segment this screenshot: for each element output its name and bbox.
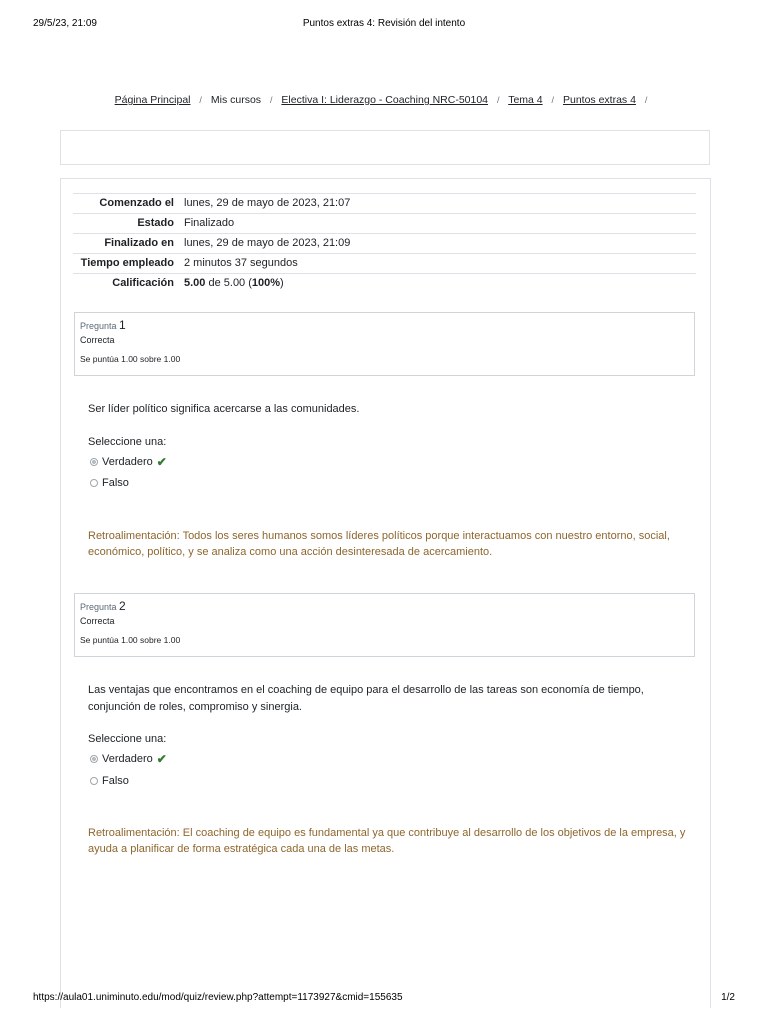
breadcrumb-separator: /: [551, 95, 555, 105]
question-feedback-1: Retroalimentación: Todos los seres humanos somos líderes políticos porque interactuamos con nuestro entorno, social, económico, político, y se analiza como una acción desinteresada de acercamiento.: [88, 530, 670, 558]
grade-score: 5.00: [184, 277, 206, 289]
breadcrumb-separator: /: [496, 95, 500, 105]
breadcrumb-separator: /: [644, 95, 648, 105]
answer-option-false[interactable]: [90, 775, 129, 787]
question-number: [80, 318, 689, 332]
radio-selected-icon[interactable]: [90, 755, 98, 763]
summary-value: lunes, 29 de mayo de 2023, 21:07: [180, 194, 696, 214]
print-footer: [0, 992, 768, 1006]
breadcrumb-my-courses: Mis cursos: [210, 94, 262, 106]
question-info-1: [74, 312, 695, 376]
breadcrumb-home[interactable]: Página Principal: [114, 94, 191, 106]
grade-rest: de 5.00 (: [205, 277, 252, 289]
breadcrumb: [0, 94, 768, 106]
print-page-title: Puntos extras 4: Revisión del intento: [302, 18, 466, 29]
summary-grade-value: [180, 274, 696, 294]
summary-value: 2 minutos 37 segundos: [180, 254, 696, 274]
question-number: [80, 599, 689, 613]
question-feedback-2: Retroalimentación: El coaching de equipo es fundamental ya que contribuye al desarrollo de los objetivos de la empresa, y ayuda a planificar de forma estratégica cada una de las metas.: [88, 827, 686, 855]
answer-option-label: Falso: [102, 477, 129, 489]
breadcrumb-separator: /: [199, 95, 202, 105]
summary-row-state: [73, 214, 696, 234]
summary-row-completed: [73, 234, 696, 254]
summary-row-started: [73, 194, 696, 214]
answer-option-label: Verdadero: [102, 456, 153, 468]
summary-label: Estado: [73, 214, 180, 234]
print-date: 29/5/23, 21:09: [33, 18, 97, 29]
print-page-number: 1/2: [721, 992, 735, 1003]
answer-option-true[interactable]: [90, 752, 167, 766]
summary-label: Calificación: [73, 274, 180, 294]
answer-option-label: Verdadero: [102, 753, 153, 765]
attempt-summary-table: [73, 193, 696, 293]
radio-icon[interactable]: [90, 479, 98, 487]
question-prefix: Pregunta: [80, 602, 117, 612]
summary-value: lunes, 29 de mayo de 2023, 21:09: [180, 234, 696, 254]
question-prefix: Pregunta: [80, 321, 117, 331]
summary-row-time-taken: [73, 254, 696, 274]
summary-label: Finalizado en: [73, 234, 180, 254]
print-url: https://aula01.uniminuto.edu/mod/quiz/review.php?attempt=1173927&cmid=155635: [33, 992, 403, 1003]
summary-value: Finalizado: [180, 214, 696, 234]
question-state: Correcta: [80, 335, 115, 345]
summary-row-grade: [73, 274, 696, 294]
question-state: Correcta: [80, 616, 115, 626]
radio-selected-icon[interactable]: [90, 458, 98, 466]
question-grade: Se puntúa 1.00 sobre 1.00: [80, 635, 181, 645]
breadcrumb-quiz[interactable]: Puntos extras 4: [562, 94, 636, 106]
summary-label: Tiempo empleado: [73, 254, 180, 274]
summary-label: Comenzado el: [73, 194, 180, 214]
question-text-2: Las ventajas que encontramos en el coaching de equipo para el desarrollo de las tareas son economía de tiempo, conjunción de roles, compromiso y sinergia.: [88, 684, 644, 713]
question-grade: Se puntúa 1.00 sobre 1.00: [80, 354, 181, 364]
check-icon: ✔: [156, 455, 167, 469]
print-header: [0, 18, 768, 32]
breadcrumb-separator: /: [269, 95, 273, 105]
grade-close: ): [280, 277, 284, 289]
header-panel: [60, 130, 710, 165]
answer-prompt: Seleccione una:: [88, 733, 167, 745]
answer-option-true[interactable]: [90, 455, 167, 469]
question-number-value: 2: [119, 599, 126, 613]
grade-percent: 100%: [251, 277, 281, 289]
question-text-1: Ser líder político significa acercarse a las comunidades.: [88, 403, 360, 415]
question-number-value: 1: [119, 318, 126, 332]
answer-option-label: Falso: [102, 775, 129, 787]
radio-icon[interactable]: [90, 777, 98, 785]
question-info-2: [74, 593, 695, 657]
breadcrumb-course[interactable]: Electiva I: Liderazgo - Coaching NRC-50104: [281, 94, 489, 106]
breadcrumb-topic[interactable]: Tema 4: [508, 94, 543, 106]
answer-prompt: Seleccione una:: [88, 436, 167, 448]
answer-option-false[interactable]: [90, 477, 129, 489]
check-icon: ✔: [156, 752, 167, 766]
